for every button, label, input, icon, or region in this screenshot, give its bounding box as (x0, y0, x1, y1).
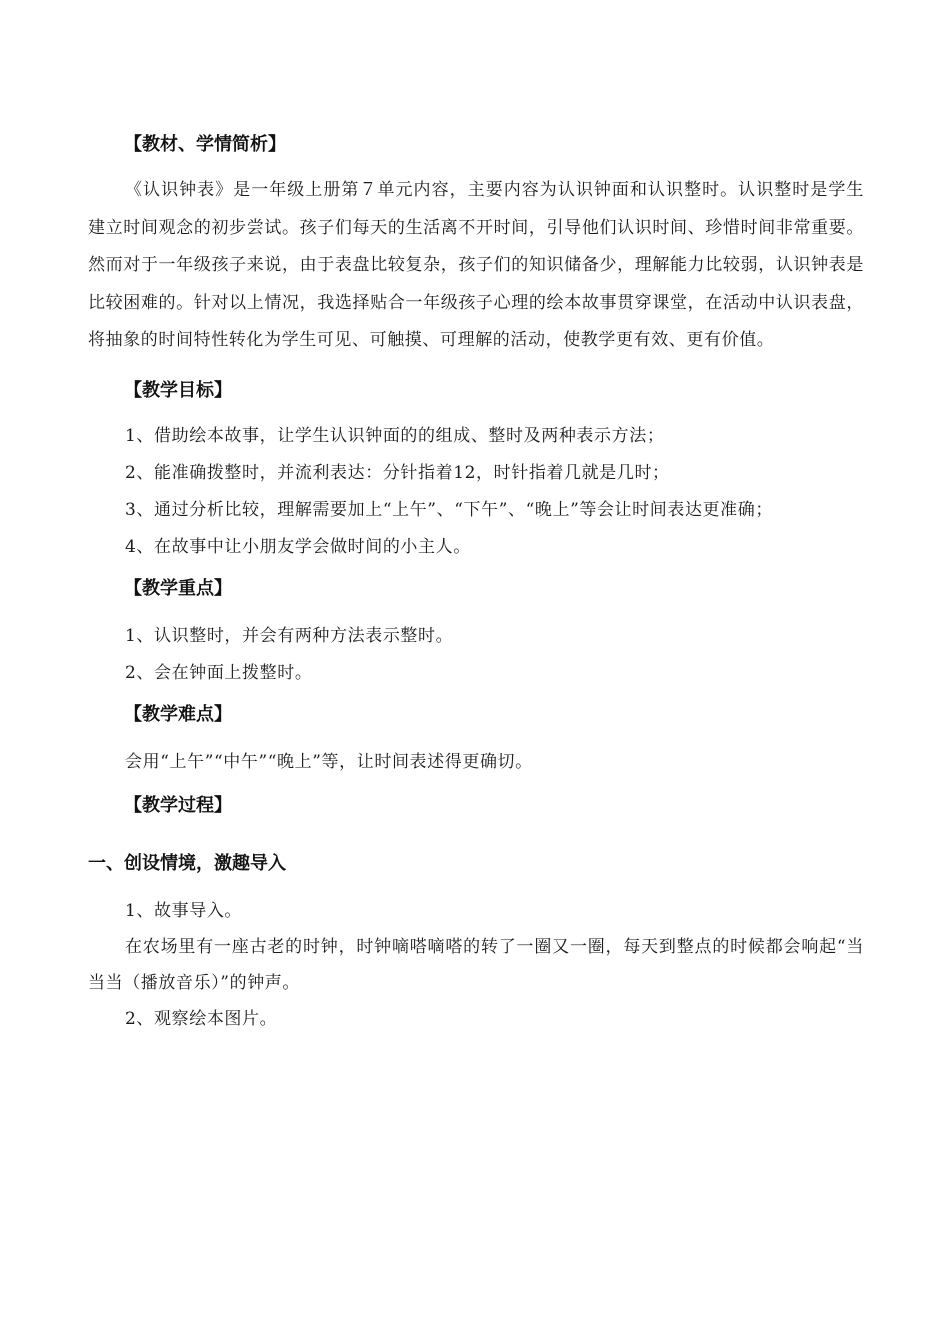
process-subheading: 一、创设情境，激趣导入 (88, 852, 286, 874)
process-heading: 【教学过程】 (124, 794, 232, 816)
process-item-2: 2、观察绘本图片。 (125, 1008, 278, 1029)
difficulties-text: 会用“上午”“中午”“晚上”等，让时间表述得更确切。 (125, 751, 533, 772)
document-page (88, 132, 864, 1037)
goal-item-1: 1、借助绘本故事，让学生认识钟面的的组成、整时及两种表示方法； (125, 425, 665, 446)
analysis-paragraph: 《认识钟表》是一年级上册第７单元内容，主要内容为认识钟面和认识整时。认识整时是学生建立时间观念的初步尝试。孩子们每天的生活离不开时间，引导他们认识时间、珍惜时间非常重要。然而对于一年级孩子来说，由于表盘比较复杂，孩子们的知识储备少，理解能力比较弱，认识钟表是比较困难的。针对以上情况，我选择贴合一年级孩子心理的绘本故事贯穿课堂，在活动中认识表盘，将抽象的时间特性转化为学生可见、可触摸、可理解的活动，使教学更有效、更有价值。 (88, 180, 864, 351)
key-points-heading: 【教学重点】 (124, 577, 232, 599)
difficulties-heading: 【教学难点】 (124, 703, 232, 725)
process-item-1: 1、故事导入。 (125, 900, 243, 921)
goal-item-2: 2、能准确拨整时，并流利表达：分针指着12，时针指着几就是几时； (125, 462, 670, 483)
goals-heading: 【教学目标】 (124, 379, 232, 401)
goal-item-4: 4、在故事中让小朋友学会做时间的小主人。 (125, 536, 471, 557)
key-point-item-2: 2、会在钟面上拨整时。 (125, 662, 313, 683)
goal-item-3: 3、通过分析比较，理解需要加上“上午”、“下午”、“晚上”等会让时间表达更准确； (125, 499, 773, 520)
process-story-paragraph: 在农场里有一座古老的时钟，时钟嘀嗒嘀嗒的转了一圈又一圈，每天到整点的时候都会响起“当当当（播放音乐）”的钟声。 (88, 936, 864, 993)
analysis-heading: 【教材、学情简析】 (124, 134, 286, 155)
key-point-item-1: 1、认识整时，并会有两种方法表示整时。 (125, 625, 454, 646)
